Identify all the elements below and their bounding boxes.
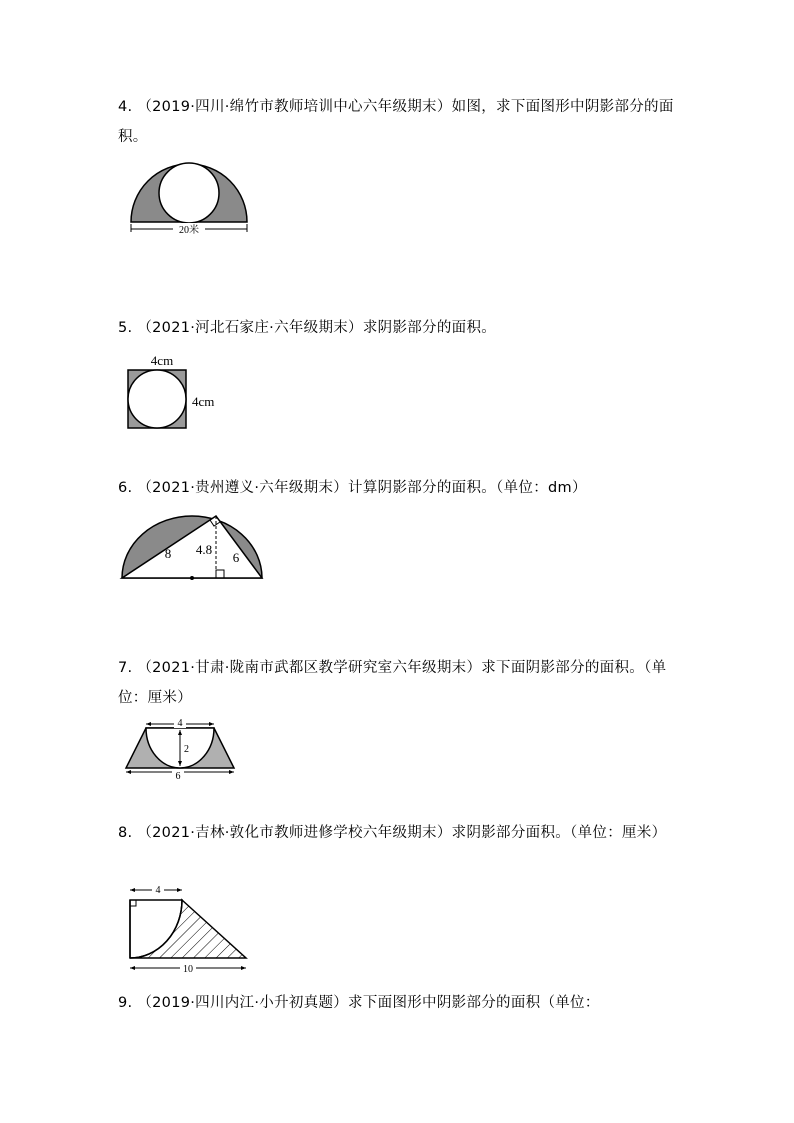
top-width-label: 4 [177,718,183,729]
top-side-label: 4cm [150,353,174,368]
figure-semicircle-triangle [118,510,268,584]
top-width-label: 4 [155,885,161,896]
right-side-label: 4cm [192,394,215,409]
question-9-text: 9. （2019·四川内江·小升初真题）求下面图形中阴影部分的面积（单位： [118,995,600,1011]
diameter-label: 20米 [179,225,199,236]
figure-trapezoid-semicircle [120,718,244,780]
hatched-region [130,900,246,958]
figure-semicircle-with-circle [125,160,255,238]
question-5-text: 5. （2021·河北石家庄·六年级期末）求阴影部分的面积。 [118,320,497,336]
question-7-text: 7. （2021·甘肃·陇南市武都区教学研究室六年级期末）求下面阴影部分的面积。（单位：厘米） [118,660,667,706]
figure-hatched-region [120,884,256,976]
center-dot [190,576,194,580]
bottom-width-label: 6 [175,771,181,780]
hypotenuse-label: 8 [164,546,172,561]
leg-label: 6 [232,550,240,565]
figure-square-with-circle [120,350,230,434]
height-label: 2 [184,744,189,755]
inner-circle [159,163,219,223]
height-label: 4.8 [195,542,213,557]
question-4-text: 4. （2019·四川·绵竹市教师培训中心六年级期末）如图，求下面图形中阴影部分的面积。 [118,99,674,145]
inscribed-circle [128,370,186,428]
question-6-text: 6. （2021·贵州遵义·六年级期末）计算阴影部分的面积。（单位：dm） [118,480,587,496]
bottom-width-label: 10 [183,964,193,975]
question-8-text: 8. （2021·吉林·敦化市教师进修学校六年级期末）求阴影部分面积。（单位：厘米） [118,825,667,841]
